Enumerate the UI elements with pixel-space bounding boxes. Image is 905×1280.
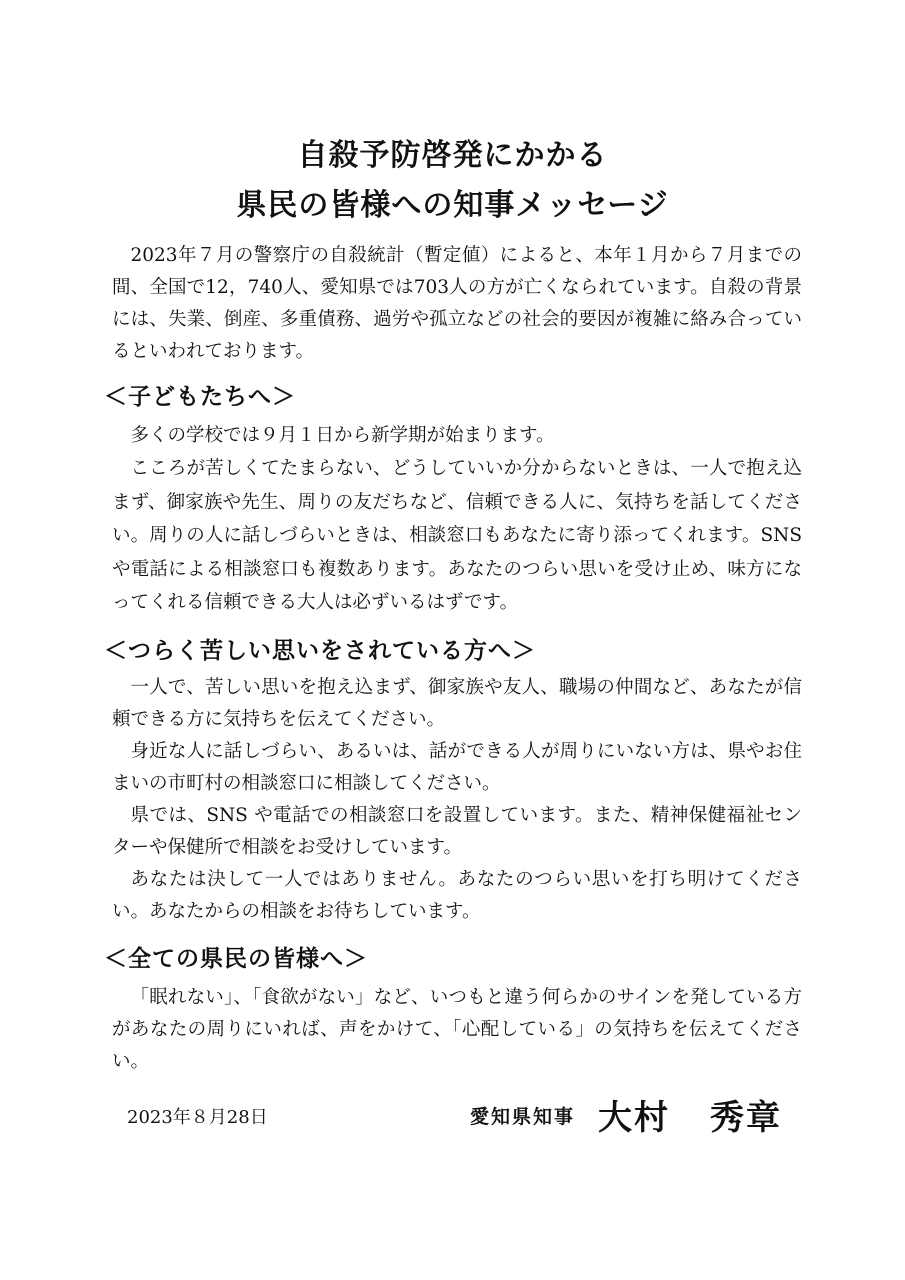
signer-title: 愛知県知事 xyxy=(470,1106,576,1128)
document-date: 2023年８月28日 xyxy=(127,1107,268,1128)
suffering-paragraph-1: 一人で、苦しい思いを抱え込まず、御家族や友人、職場の仲間など、あなたが信頼できる方に気持ちを伝えてください。 xyxy=(112,677,802,730)
children-paragraph-1: 多くの学校では９月１日から新学期が始まります。 xyxy=(130,425,555,446)
document-title-line2: 県民の皆様への知事メッセージ xyxy=(236,188,669,223)
all-residents-paragraph-1: 「眠れない」、「食欲がない」など、いつもと違う何らかのサインを発している方があなたの周りにいれば、声をかけて、「心配している」の気持ちを伝えてください。 xyxy=(112,987,802,1072)
intro-paragraph: 2023年７月の警察庁の自殺統計（暫定値）によると、本年１月から７月までの間、全国で12，740人、愛知県では703人の方が亡くなられています。自殺の背景には、失業、倒産、多重債務、過労や孤立などの社会的要因が複雑に絡み合っているといわれております。 xyxy=(112,245,802,362)
section-heading-suffering: ＜つらく苦しい思いをされている方へ＞ xyxy=(104,638,536,664)
signer-family-name: 大村 xyxy=(598,1098,670,1138)
suffering-paragraph-3: 県では、SNS や電話での相談窓口を設置しています。また、精神保健福祉センターや保健所で相談をお受けしています。 xyxy=(112,805,802,858)
signer-given-name: 秀章 xyxy=(710,1098,782,1138)
section-heading-all-residents: ＜全ての県民の皆様へ＞ xyxy=(104,946,368,972)
section-heading-children: ＜子どもたちへ＞ xyxy=(104,384,296,410)
suffering-paragraph-4: あなたは決して一人ではありません。あなたのつらい思いを打ち明けてください。あなたからの相談をお待ちしています。 xyxy=(112,869,802,922)
document-title-line1: 自殺予防啓発にかかる xyxy=(297,138,608,173)
suffering-paragraph-2: 身近な人に話しづらい、あるいは、話ができる人が周りにいない方は、県やお住まいの市町村の相談窓口に相談してください。 xyxy=(112,741,802,794)
signer-name xyxy=(598,1090,782,1139)
children-paragraph-2: こころが苦しくてたまらない、どうしていいか分からないときは、一人で抱え込まず、御家族や先生、周りの友だちなど、信頼できる人に、気持ちを話してください。周りの人に話しづらいときは、相談窓口もあなたに寄り添ってくれます。SNS や電話による相談窓口も複数あります。あなたのつらい思いを受け止め、味方になってくれる信頼できる大人は必ずいるはずです。 xyxy=(112,458,802,613)
